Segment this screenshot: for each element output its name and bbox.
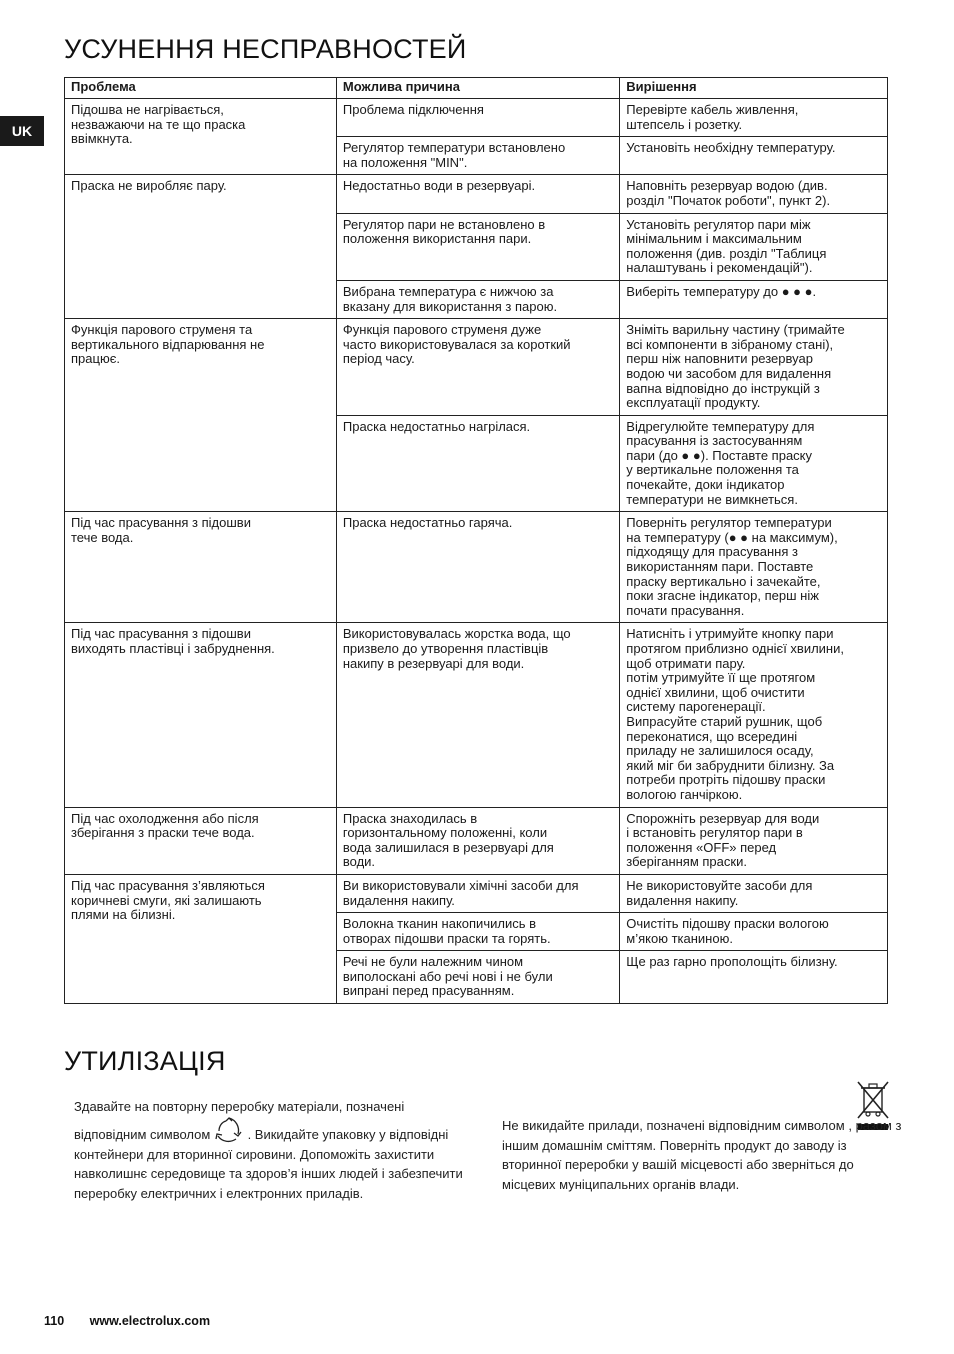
solution-cell: Установіть необхідну температуру.	[620, 137, 888, 175]
problem-cell: Під час охолодження або після зберігання з праски тече вода.	[65, 807, 337, 874]
cause-cell: Вибрана температура є нижчою за вказану для використання з парою.	[336, 280, 619, 318]
table-row	[65, 99, 888, 137]
problem-cell: Під час прасування з підошви тече вода.	[65, 512, 337, 623]
cause-cell: Недостатньо води в резервуарі.	[336, 175, 619, 213]
cause-cell: Ви використовували хімічні засоби для видалення накипу.	[336, 874, 619, 912]
website-link[interactable]: www.electrolux.com	[89, 1314, 211, 1328]
solution-cell: Наповніть резервуар водою (див. розділ "Початок роботи", пункт 2).	[620, 175, 888, 213]
problem-cell: Функція парового струменя та вертикального відпарювання не працює.	[65, 319, 337, 512]
header-solution: Вирішення	[620, 78, 888, 99]
recycle-icon	[214, 1117, 244, 1145]
table-row	[65, 319, 888, 416]
solution-cell: Відрегулюйте температуру для прасування із застосуванням пари (до ● ●). Поставте праску у вертикальне положення та почекайте, доки індикатор температури не вимкнеться.	[620, 415, 888, 512]
problem-cell: Підошва не нагрівається, незважаючи на те що праска ввімкнута.	[65, 99, 337, 175]
solution-cell: Поверніть регулятор температури на температуру (● ● на максимум), підходящу для прасування з використанням пари. Поставте праску вертикально і зачекайте, поки згасне індикатор, перш ніж почати прасування.	[620, 512, 888, 623]
cause-cell: Регулятор температури встановлено на положення "MIN".	[336, 137, 619, 175]
solution-cell: Спорожніть резервуар для води і встановіть регулятор пари в положення «OFF» перед зберіганням праски.	[620, 807, 888, 874]
page-number: 110	[44, 1314, 65, 1328]
disposal-left-text-1: Здавайте на повторну переробку матеріали, позначені відповідним символом	[74, 1099, 405, 1142]
troubleshooting-title: УСУНЕННЯ НЕСПРАВНОСТЕЙ	[64, 34, 467, 64]
solution-cell: Не використовуйте засоби для видалення накипу.	[620, 874, 888, 912]
problem-cell: Під час прасування з підошви виходять пластівці і забруднення.	[65, 623, 337, 807]
solution-cell: Натисніть і утримуйте кнопку пари протягом приблизно однієї хвилини, щоб отримати пару. потім утримуйте її ще протягом однієї хвилини, щоб очистити систему парогенерації. Випрасуйте старий рушник, щоб переконатися, що всередині приладу не залишилося осаду, який міг би забруднити білизну. За потреби протріть підошву праски вологою ганчіркою.	[620, 623, 888, 807]
cause-cell: Регулятор пари не встановлено в положення використання пари.	[336, 213, 619, 280]
solution-cell: Виберіть температуру до ● ● ●.	[620, 280, 888, 318]
header-problem: Проблема	[65, 78, 337, 99]
solution-cell: Перевірте кабель живлення, штепсель і розетку.	[620, 99, 888, 137]
cause-cell: Проблема підключення	[336, 99, 619, 137]
disposal-title: УТИЛІЗАЦІЯ	[64, 1046, 226, 1076]
solution-cell: Очистіть підошву праски вологою м’якою тканиною.	[620, 913, 888, 951]
table-row	[65, 623, 888, 807]
page-footer	[44, 1314, 232, 1328]
cause-cell: Праска знаходилась в горизонтальному положенні, коли вода залишилася в резервуарі для води.	[336, 807, 619, 874]
language-tab: UK	[0, 116, 44, 146]
header-cause: Можлива причина	[336, 78, 619, 99]
troubleshooting-table	[64, 77, 888, 1004]
table-row	[65, 512, 888, 623]
cause-cell: Праска недостатньо нагрілася.	[336, 415, 619, 512]
disposal-right-text-2: , разом з іншим домашнім сміттям. Поверніть продукт до заводу із вторинної переробки у вашій місцевості або зверніться до місцевих муніципальних органів влади.	[502, 1118, 902, 1192]
cause-cell: Використовувалась жорстка вода, що призвело до утворення пластівців накипу в резервуарі для води.	[336, 623, 619, 807]
solution-cell: Зніміть варильну частину (тримайте всі компоненти в зібраному стані), перш ніж наповнити резервуар водою чи засобом для видалення вапна відповідно до інструкцій з експлуатації продукту.	[620, 319, 888, 416]
table-row	[65, 175, 888, 213]
problem-cell: Під час прасування з’являються коричневі смуги, які залишають плями на білизні.	[65, 874, 337, 1003]
solution-cell: Ще раз гарно прополощіть білизну.	[620, 951, 888, 1004]
table-row	[65, 807, 888, 874]
table-body	[65, 99, 888, 1004]
cause-cell: Праска недостатньо гаряча.	[336, 512, 619, 623]
solution-cell: Установіть регулятор пари між мінімальним і максимальним положення (див. розділ "Таблиця налаштувань і рекомендацій").	[620, 213, 888, 280]
disposal-recycling-text	[74, 1097, 464, 1203]
cause-cell: Волокна тканин накопичились в отворах підошви праски та горять.	[336, 913, 619, 951]
cause-cell: Функція парового струменя дуже часто використовувалася за короткий період часу.	[336, 319, 619, 416]
problem-cell: Праска не виробляє пару.	[65, 175, 337, 319]
cause-cell: Речі не були належним чином виполоскані або речі нові і не були випрані перед прасуванням.	[336, 951, 619, 1004]
disposal-appliance-text	[502, 1116, 902, 1194]
disposal-left-text-2: . Викидайте упаковку у відповідні контейнери для вторинної сировини. Допоможіть захистити навколишнє середовище та здоров’я інших людей і забезпечити переробку електричних і електронних приладів.	[74, 1126, 463, 1201]
disposal-right-text-1: Не викидайте прилади, позначені відповідним символом	[502, 1118, 845, 1133]
table-row	[65, 874, 888, 912]
table-header-row	[65, 78, 888, 99]
